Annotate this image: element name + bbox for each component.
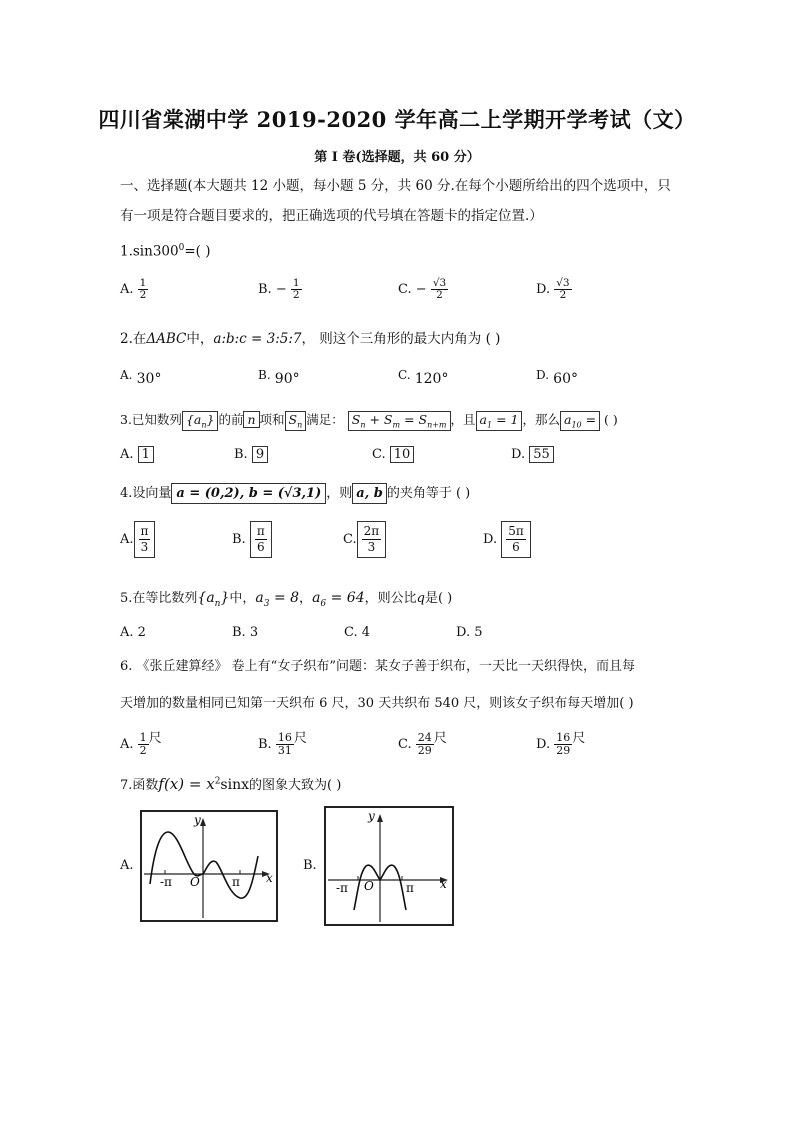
graph-b-x-label: x — [440, 877, 447, 891]
question-3-stem: 3.已知数列 $\{a_n\}$ 的前 n 项和 $S_n$ 满足： $S_n + S_m = S_{n+m}$ ，且 $a_1 = 1$ ，那么 $a_{10}$ = ( ) — [120, 412, 618, 430]
q3-option-d[interactable]: D. 55 — [511, 446, 554, 463]
graph-a-neg-pi: -π — [160, 875, 172, 889]
graph-a-svg — [142, 812, 276, 920]
question-7-stem: 7.函数$f(x) = x^2\sin x$的图象大致为( ) — [120, 775, 342, 793]
q4-ab-box: a, b — [352, 483, 387, 504]
q1-option-a[interactable]: A. $\frac{1}{2}$ — [120, 277, 147, 302]
q6-option-c[interactable]: C. $\frac{24}{29}$ 尺 — [398, 731, 447, 757]
q3-n-box: n — [243, 411, 259, 428]
q3-a1-box: $a_1 = 1$ — [476, 411, 523, 431]
q2-option-a[interactable]: A. 30° — [120, 368, 162, 387]
q3-option-c[interactable]: C. 10 — [372, 446, 414, 463]
q1-option-c[interactable]: C. − $\frac{√3}{2}$ — [398, 277, 447, 302]
q5-option-d[interactable]: D. 5 — [456, 625, 483, 640]
graph-b-pi: π — [406, 881, 414, 895]
q3-sequence-box: $\{a_n\}$ — [182, 411, 219, 431]
q1-option-b[interactable]: B. − $\frac{1}{2}$ — [258, 277, 300, 302]
q4-option-d[interactable]: D. $\frac{5\pi}{6}$ — [483, 521, 531, 558]
q3-option-b[interactable]: B. 9 — [234, 446, 268, 463]
q4-option-c[interactable]: C. $\frac{2\pi}{3}$ — [343, 521, 386, 558]
q3-option-a[interactable]: A. 1 — [120, 446, 154, 463]
graph-a-pi: π — [232, 875, 240, 889]
q4-option-a[interactable]: A. $\frac{\pi}{3}$ — [120, 521, 155, 558]
q7-option-b-label[interactable]: B. — [303, 858, 317, 873]
question-6-line-2: 天增加的数量相同已知第一天织布 6 尺，30 天共织布 540 尺，则该女子织布每天增加( ) — [120, 696, 634, 711]
question-2-stem: 2.在ΔABC中，a:b:c = 3:5:7， 则这个三角形的最大内角为 ( ) — [120, 331, 501, 347]
q5-option-b[interactable]: B. 3 — [232, 625, 259, 640]
graph-b-y-label: y — [368, 809, 375, 823]
q5-option-a[interactable]: A. 2 — [120, 625, 146, 640]
q2-option-b[interactable]: B. 90° — [258, 368, 300, 387]
q2-option-c[interactable]: C. 120° — [398, 368, 449, 387]
graph-b-origin: O — [364, 879, 374, 893]
section-subtitle: 第 I 卷(选择题，共 60 分） — [314, 150, 480, 165]
q3-equation-box: $S_n + S_m = S_{n+m}$ — [348, 411, 451, 431]
graph-b-neg-pi: -π — [336, 881, 348, 895]
q4-option-b[interactable]: B. $\frac{\pi}{6}$ — [232, 521, 272, 558]
q6-option-a[interactable]: A. $\frac{1}{2}$ 尺 — [120, 731, 162, 757]
q4-vector-box: a = (0,2), b = (√3,1) — [171, 483, 326, 504]
q7-graph-a[interactable] — [140, 810, 278, 922]
q7-option-a-label[interactable]: A. — [120, 858, 134, 873]
graph-a-y-label: y — [194, 813, 201, 827]
q3-a10-box: $a_{10}$ = — [560, 411, 600, 431]
question-4-stem: 4.设向量 a = (0,2), b = (√3,1) ，则 a, b 的夹角等于 ( ) — [120, 482, 470, 504]
q3-sn-box: $S_n$ — [285, 411, 307, 431]
instruction-line-1: 一、选择题(本大题共 12 小题，每小题 5 分，共 60 分.在每个小题所给出的四个选项中，只 — [120, 178, 671, 194]
graph-a-origin: O — [190, 875, 200, 889]
page-title: 四川省棠湖中学 2019-2020 学年高二上学期开学考试（文） — [98, 107, 696, 132]
graph-b-svg — [326, 808, 452, 924]
graph-a-x-label: x — [266, 871, 273, 885]
question-6-line-1: 6. 《张丘建算经》 卷上有“女子织布”问题：某女子善于织布，一天比一天织得快，而且每 — [120, 659, 635, 674]
q2-option-d[interactable]: D. 60° — [536, 368, 578, 387]
q5-option-c[interactable]: C. 4 — [344, 625, 371, 640]
q6-option-b[interactable]: B. $\frac{16}{31}$ 尺 — [258, 731, 307, 757]
question-1-stem: $1.\sin 300^0=$( ) — [120, 243, 211, 260]
question-5-stem: 5.在等比数列$\{a_n\}$中，$a_3 = 8$，$a_6 = 64$，则公比q是( ) — [120, 590, 453, 609]
q1-option-d[interactable]: D. $\frac{√3}{2}$ — [536, 277, 570, 302]
q6-option-d[interactable]: D. $\frac{16}{29}$ 尺 — [536, 731, 586, 757]
q7-graph-b[interactable] — [324, 806, 454, 926]
instruction-line-2: 有一项是符合题目要求的，把正确选项的代号填在答题卡的指定位置.） — [120, 208, 543, 224]
